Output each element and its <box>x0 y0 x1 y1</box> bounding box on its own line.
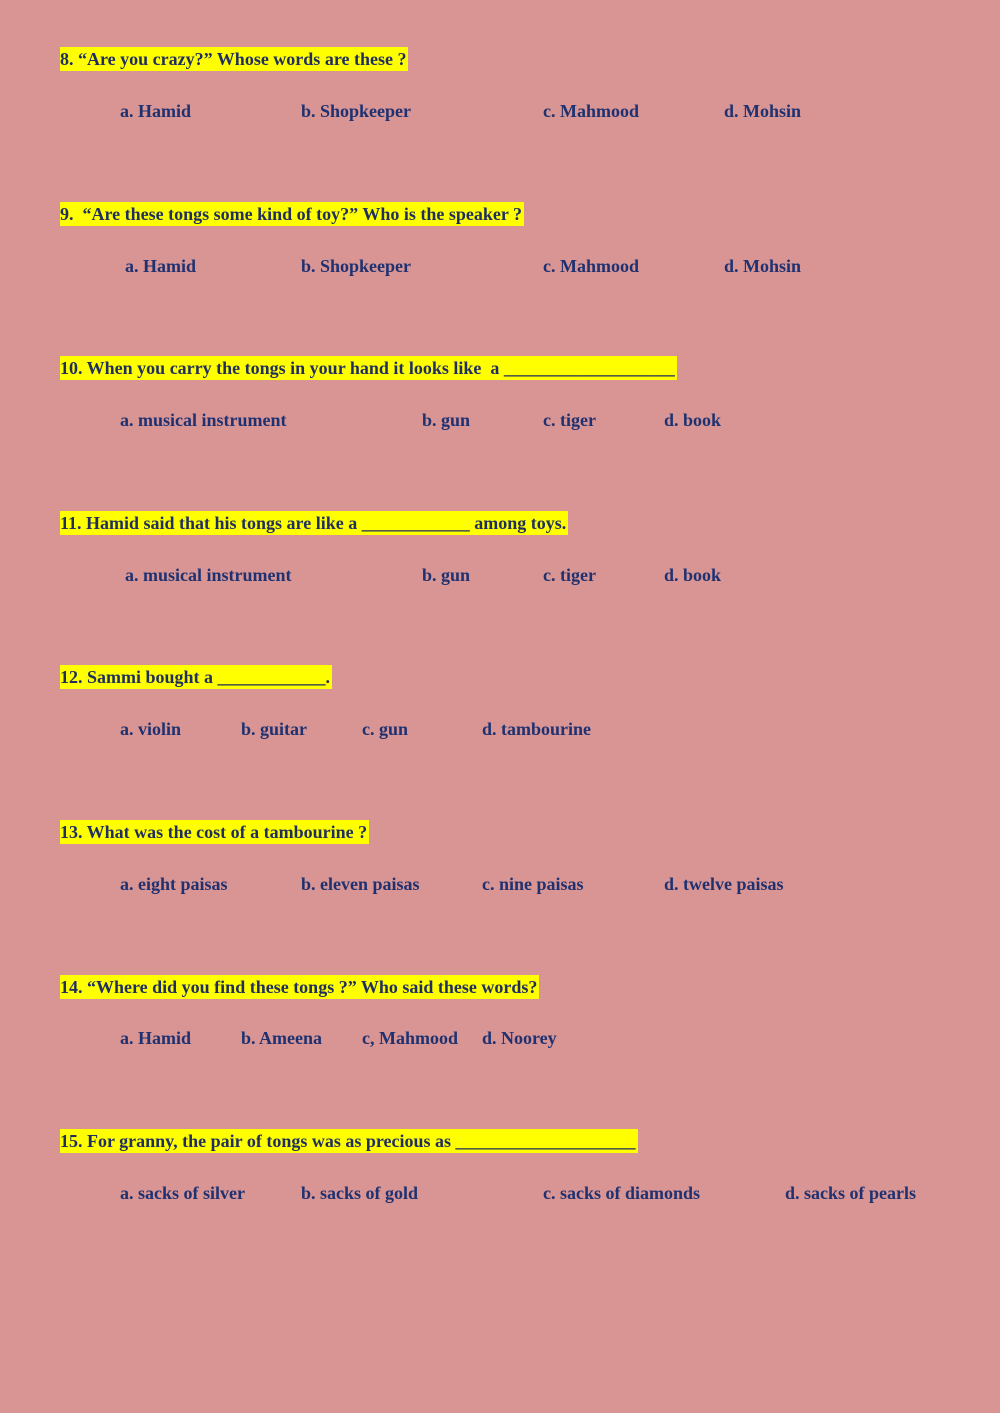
q15-option-c: c. sacks of diamonds <box>543 1183 701 1203</box>
q15-option-b: b. sacks of gold <box>301 1183 419 1203</box>
q11-option-b: b. gun <box>422 565 471 585</box>
q9-option-a: a. Hamid <box>125 256 197 276</box>
q12-option-d: d. tambourine <box>482 719 592 739</box>
question-10: 10. When you carry the tongs in your hand it looks like a ___________________ <box>60 358 675 378</box>
q14-option-a: a. Hamid <box>120 1028 192 1048</box>
q10-option-c: c. tiger <box>543 410 596 430</box>
q12-option-c: c. gun <box>362 719 409 739</box>
q14-option-b: b. Ameena <box>241 1028 322 1048</box>
q10-option-a: a. musical instrument <box>120 410 287 430</box>
q11-option-c: c. tiger <box>543 565 596 585</box>
q13-option-b: b. eleven paisas <box>301 874 420 894</box>
question-13: 13. What was the cost of a tambourine ? <box>60 822 368 842</box>
q13-option-a: a. eight paisas <box>120 874 228 894</box>
q8-option-c: c. Mahmood <box>543 101 639 121</box>
q13-option-c: c. nine paisas <box>482 874 584 894</box>
q13-option-d: d. twelve paisas <box>664 874 784 894</box>
question-14: 14. “Where did you find these tongs ?” Who said these words? <box>60 977 538 997</box>
q9-option-b: b. Shopkeeper <box>301 256 412 276</box>
q10-option-b: b. gun <box>422 410 471 430</box>
q15-option-d: d. sacks of pearls <box>785 1183 917 1203</box>
q14-option-c: c, Mahmood <box>362 1028 458 1048</box>
q12-option-a: a. violin <box>120 719 182 739</box>
question-15: 15. For granny, the pair of tongs was as precious as ____________________ <box>60 1131 636 1151</box>
q9-option-c: c. Mahmood <box>543 256 639 276</box>
q10-option-d: d. book <box>664 410 722 430</box>
q14-option-d: d. Noorey <box>482 1028 557 1048</box>
question-12: 12. Sammi bought a ____________. <box>60 667 331 687</box>
question-8: 8. “Are you crazy?” Whose words are these ? <box>60 49 407 69</box>
q8-option-b: b. Shopkeeper <box>301 101 412 121</box>
question-9: 9. “Are these tongs some kind of toy?” Who is the speaker ? <box>60 204 523 224</box>
q15-option-a: a. sacks of silver <box>120 1183 245 1203</box>
question-11: 11. Hamid said that his tongs are like a ____________ among toys. <box>60 513 567 533</box>
q11-option-d: d. book <box>664 565 722 585</box>
q9-option-d: d. Mohsin <box>724 256 802 276</box>
q8-option-d: d. Mohsin <box>724 101 802 121</box>
q12-option-b: b. guitar <box>241 719 308 739</box>
q8-option-a: a. Hamid <box>120 101 192 121</box>
q11-option-a: a. musical instrument <box>125 565 292 585</box>
